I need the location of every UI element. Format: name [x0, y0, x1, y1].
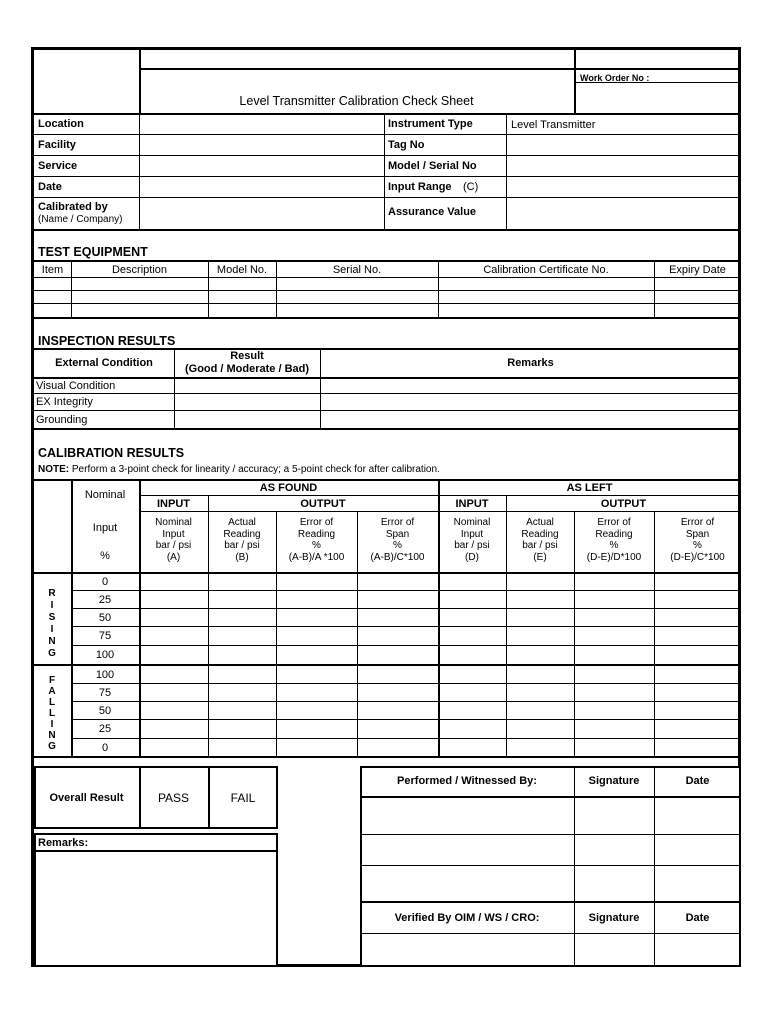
col-nominal-input-d: Nominal Input bar / psi (D) [453, 517, 491, 563]
signature-header-2: Signature [588, 912, 640, 924]
as-found-input-header: INPUT [157, 498, 190, 510]
te-col-description: Description [111, 264, 168, 276]
signature-header-1: Signature [588, 775, 640, 787]
date-header-2: Date [685, 912, 710, 924]
col-error-reading-left: Error of Reading % (D-E)/D*100 [586, 517, 642, 563]
inspection-col-result: Result [230, 350, 264, 362]
calibration-heading: CALIBRATION RESULTS [38, 446, 185, 460]
te-col-model: Model No. [216, 264, 268, 276]
inspection-col-result-sub: (Good / Moderate / Bad) [184, 363, 310, 375]
date-label: Date [38, 181, 62, 193]
assurance-value-label: Assurance Value [388, 206, 477, 218]
as-found-header: AS FOUND [259, 482, 318, 494]
model-serial-label: Model / Serial No [388, 160, 477, 172]
rising-value-25: 25 [98, 594, 112, 606]
falling-label: F A L L I N G [48, 675, 56, 752]
rising-value-50: 50 [98, 612, 112, 624]
falling-value-0: 0 [101, 742, 109, 754]
cal-input-label: Input [92, 522, 118, 534]
falling-value-50: 50 [98, 705, 112, 717]
verified-by-label: Verified By OIM / WS / CRO: [394, 912, 540, 924]
remarks-label: Remarks: [38, 837, 89, 849]
work-order-label: Work Order No : [580, 73, 650, 83]
instrument-type-value: Level Transmitter [511, 119, 596, 131]
rising-value-0: 0 [101, 576, 109, 588]
location-label: Location [38, 118, 84, 130]
col-actual-reading-b: Actual Reading bar / psi (B) [223, 517, 261, 563]
falling-value-75: 75 [98, 687, 112, 699]
col-error-span-left: Error of Span % (D-E)/C*100 [670, 517, 725, 563]
calibrated-by-sublabel: (Name / Company) [38, 214, 123, 225]
cal-percent-label: % [100, 550, 110, 562]
falling-value-25: 25 [98, 723, 112, 735]
note-text: Perform a 3-point check for linearity / accuracy; a 5-point check for after calibration. [71, 464, 440, 475]
input-range-label: Input Range [388, 181, 452, 193]
col-error-span-found: Error of Span % (A-B)/C*100 [370, 517, 425, 563]
calibrated-by-label: Calibrated by [38, 201, 108, 213]
inspection-row-ex: EX Integrity [36, 396, 93, 408]
facility-label: Facility [38, 139, 76, 151]
fail-option[interactable]: FAIL [230, 791, 256, 805]
service-label: Service [38, 160, 78, 172]
te-col-certificate: Calibration Certificate No. [483, 264, 609, 276]
page-title: Level Transmitter Calibration Check Sheet [239, 94, 474, 108]
col-actual-reading-e: Actual Reading bar / psi (E) [521, 517, 559, 563]
te-col-serial: Serial No. [332, 264, 382, 276]
col-error-reading-found: Error of Reading % (A-B)/A *100 [288, 517, 345, 563]
input-range-unit: (C) [463, 181, 479, 193]
as-left-output-header: OUTPUT [600, 498, 647, 510]
cal-nominal-label: Nominal [84, 489, 126, 501]
as-left-input-header: INPUT [455, 498, 489, 510]
instrument-type-label: Instrument Type [388, 118, 473, 130]
rising-label: R I S I N G [48, 588, 56, 659]
tag-no-label: Tag No [388, 139, 425, 151]
rising-value-100: 100 [95, 649, 115, 661]
remarks-box[interactable] [34, 833, 278, 967]
te-col-item: Item [41, 264, 64, 276]
test-equipment-heading: TEST EQUIPMENT [38, 245, 148, 259]
inspection-heading: INSPECTION RESULTS [38, 334, 176, 348]
inspection-row-grounding: Grounding [36, 414, 88, 426]
as-found-output-header: OUTPUT [300, 498, 346, 510]
rising-value-75: 75 [98, 630, 112, 642]
inspection-row-visual: Visual Condition [36, 380, 116, 392]
col-nominal-input-a: Nominal Input bar / psi (A) [155, 517, 192, 563]
overall-result-label: Overall Result [49, 792, 124, 804]
date-header-1: Date [685, 775, 710, 787]
calibration-sheet [31, 47, 741, 967]
performed-witnessed-label: Performed / Witnessed By: [397, 775, 537, 787]
pass-option[interactable]: PASS [157, 791, 190, 805]
te-col-expiry: Expiry Date [669, 264, 726, 276]
inspection-col-external: External Condition [55, 357, 153, 369]
falling-value-100: 100 [95, 669, 115, 681]
inspection-col-remarks: Remarks [507, 357, 554, 369]
as-left-header: AS LEFT [566, 482, 613, 494]
calibration-note [38, 464, 440, 476]
note-label: NOTE: [38, 464, 70, 475]
